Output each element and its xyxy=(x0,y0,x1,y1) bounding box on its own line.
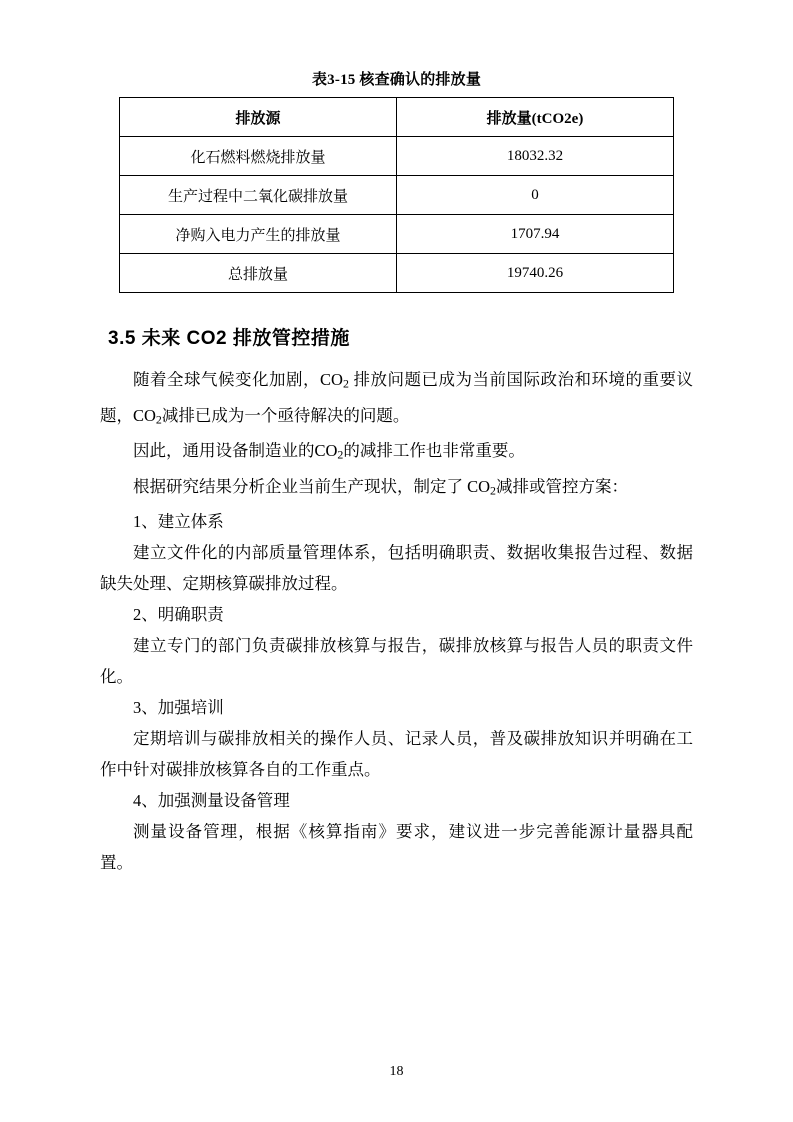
paragraph: 根据研究结果分析企业当前生产现状，制定了 $CO_2$减排或管控方案： xyxy=(133,476,628,498)
table-cell-source: 化石燃料燃烧排放量 xyxy=(120,137,397,176)
paragraph: 建立专门的部门负责碳排放核算与报告，碳排放核算与报告人员的职责文件化。 xyxy=(100,636,693,687)
paragraph: 建立文件化的内部质量管理体系，包括明确职责、数据收集报告过程、数据缺失处理、定期核算碳排放过程。 xyxy=(100,543,693,594)
table-row xyxy=(120,215,674,254)
table-caption: 表3-15 核查确认的排放量 xyxy=(311,72,482,88)
table-cell-source: 生产过程中二氧化碳排放量 xyxy=(120,176,397,215)
section-heading: 3.5 未来 CO2 排放管控措施 xyxy=(108,328,350,349)
paragraph: 因此，通用设备制造业的$CO_2$的减排工作也非常重要。 xyxy=(133,441,525,462)
page-number: 18 xyxy=(389,1064,404,1079)
paragraph: 测量设备管理，根据《核算指南》要求，建议进一步完善能源计量器具配置。 xyxy=(100,822,693,873)
section-body xyxy=(100,364,693,878)
table-header-cell: 排放源 xyxy=(120,98,397,137)
table-cell-value: 19740.26 xyxy=(397,254,674,293)
paragraph: 2、明确职责 xyxy=(133,605,224,625)
table-cell-value: 1707.94 xyxy=(397,215,674,254)
table-cell-source: 净购入电力产生的排放量 xyxy=(120,215,397,254)
paragraph: 定期培训与碳排放相关的操作人员、记录人员，普及碳排放知识并明确在工作中针对碳排放核算各自的工作重点。 xyxy=(100,729,693,780)
emissions-table xyxy=(119,97,674,293)
table-row xyxy=(120,137,674,176)
table-header-row xyxy=(120,98,674,137)
table-row xyxy=(120,254,674,293)
paragraph: 4、加强测量设备管理 xyxy=(133,791,290,811)
paragraph: 3、加强培训 xyxy=(133,698,224,718)
table-cell-value: 0 xyxy=(397,176,674,215)
paragraph: 1、建立体系 xyxy=(133,512,224,532)
table-cell-value: 18032.32 xyxy=(397,137,674,176)
paragraph: 随着全球气候变化加剧，$CO_2$ 排放问题已成为当前国际政治和环境的重要议题，$CO_2$减排已成为一个亟待解决的问题。 xyxy=(100,370,694,427)
table-header-cell: 排放量(tCO2e) xyxy=(397,98,674,137)
table-cell-source: 总排放量 xyxy=(120,254,397,293)
table-row xyxy=(120,176,674,215)
